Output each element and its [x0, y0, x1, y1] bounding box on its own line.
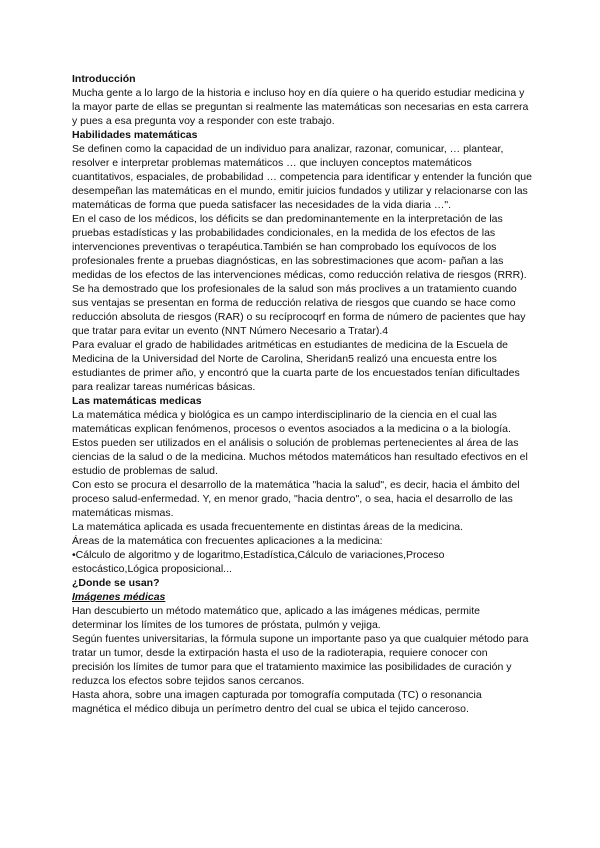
medicas-paragraph-4: Áreas de la matemática con frecuentes aplicaciones a la medicina:	[72, 535, 383, 547]
donde-heading: ¿Donde se usan?	[72, 577, 160, 589]
intro-heading: Introducción	[72, 73, 136, 85]
medicas-heading: Las matemáticas medicas	[72, 395, 202, 407]
habilidades-paragraph-3: Para evaluar el grado de habilidades aritméticas en estudiantes de medicina de la Escuela de Medicina de la Universidad del Norte de Carolina, Sheridan5 realizó una encuesta entre los estudiantes de primer año, y encontró que la cuarta parte de los encuestados tenían dificultades para realizar tareas numéricas básicas.	[72, 339, 520, 393]
habilidades-paragraph-2: En el caso de los médicos, los déficits se dan predominantemente en la interpretación de las pruebas estadísticas y las probabilidades condicionales, en la medida de los efectos de las intervenciones preventivas o terapéutica.También se han comprobado los equívocos de los profesionales frente a pruebas diagnósticas, en las sobrestimaciones que acom- pañan a las medidas de los efectos de las intervenciones médicas, como reducción relativa de riesgos (RRR). Se ha demostrado que los profesionales de la salud son más proclives a un tratamiento cuando sus ventajas se presentan en forma de reducción relativa de riesgos que cuando se hace como reducción absoluta de riesgos (RAR) o su recíprocoqrf en forma de número de pacientes que hay que tratar para evitar un evento (NNT Número Necesario a Tratar).4	[72, 213, 527, 337]
medicas-paragraph-2: Con esto se procura el desarrollo de la matemática "hacia la salud", es decir, hacia el ámbito del proceso salud-enfermedad. Y, en menor grado, "hacia dentro", o sea, hacia el desarrollo de las matemáticas mismas.	[72, 479, 520, 519]
imagenes-subheading: Imágenes médicas	[72, 591, 166, 603]
donde-paragraph-3: Hasta ahora, sobre una imagen capturada por tomografía computada (TC) o resonancia magnética el médico dibuja un perímetro dentro del cual se ubica el tejido canceroso.	[72, 689, 482, 715]
habilidades-heading: Habilidades matemáticas	[72, 129, 198, 141]
habilidades-paragraph-1: Se definen como la capacidad de un individuo para analizar, razonar, comunicar, … plantear, resolver e interpretar problemas matemáticos … que incluyen conceptos matemáticos cuantitativos, espaciales, de probabilidad … competencia para identificar y entender la función que desempeñan las matemáticas en el mundo, emitir juicios fundados y utilizar y relacionarse con las matemáticas de forma que pueda satisfacer las necesidades de la vida diaria …".	[72, 143, 532, 211]
donde-paragraph-1: Han descubierto un método matemático que, aplicado a las imágenes médicas, permite determinar los límites de los tumores de próstata, pulmón y vejiga.	[72, 605, 480, 631]
medicas-paragraph-1: La matemática médica y biológica es un campo interdisciplinario de la ciencia en el cual las matemáticas explican fenómenos, procesos o eventos asociados a la medicina o a la biología. Estos pueden ser utilizados en el análisis o solución de problemas pertenecientes al área de las ciencias de la salud o de la medicina. Muchos métodos matemáticos han resultado efectivos en el estudio de problemas de salud.	[72, 409, 528, 477]
medicas-paragraph-3: La matemática aplicada es usada frecuentemente en distintas áreas de la medicina.	[72, 521, 464, 533]
document-page	[72, 72, 532, 716]
donde-paragraph-2: Según fuentes universitarias, la fórmula supone un importante paso ya que cualquier método para tratar un tumor, desde la extirpación hasta el uso de la radioterapia, requiere conocer con precisión los límites de tumor para que el tratamiento maximice las posibilidades de curación y reduzca los efectos sobre tejidos sanos cercanos.	[72, 633, 529, 687]
intro-paragraph: Mucha gente a lo largo de la historia e incluso hoy en día quiere o ha querido estudiar medicina y la mayor parte de ellas se preguntan si realmente las matemáticas son necesarias en esta carrera y pues a esa pregunta voy a responder con este trabajo.	[72, 87, 529, 127]
medicas-bullet-list: •Cálculo de algoritmo y de logaritmo,Estadística,Cálculo de variaciones,Proceso estocástico,Lógica proposicional...	[72, 549, 445, 575]
